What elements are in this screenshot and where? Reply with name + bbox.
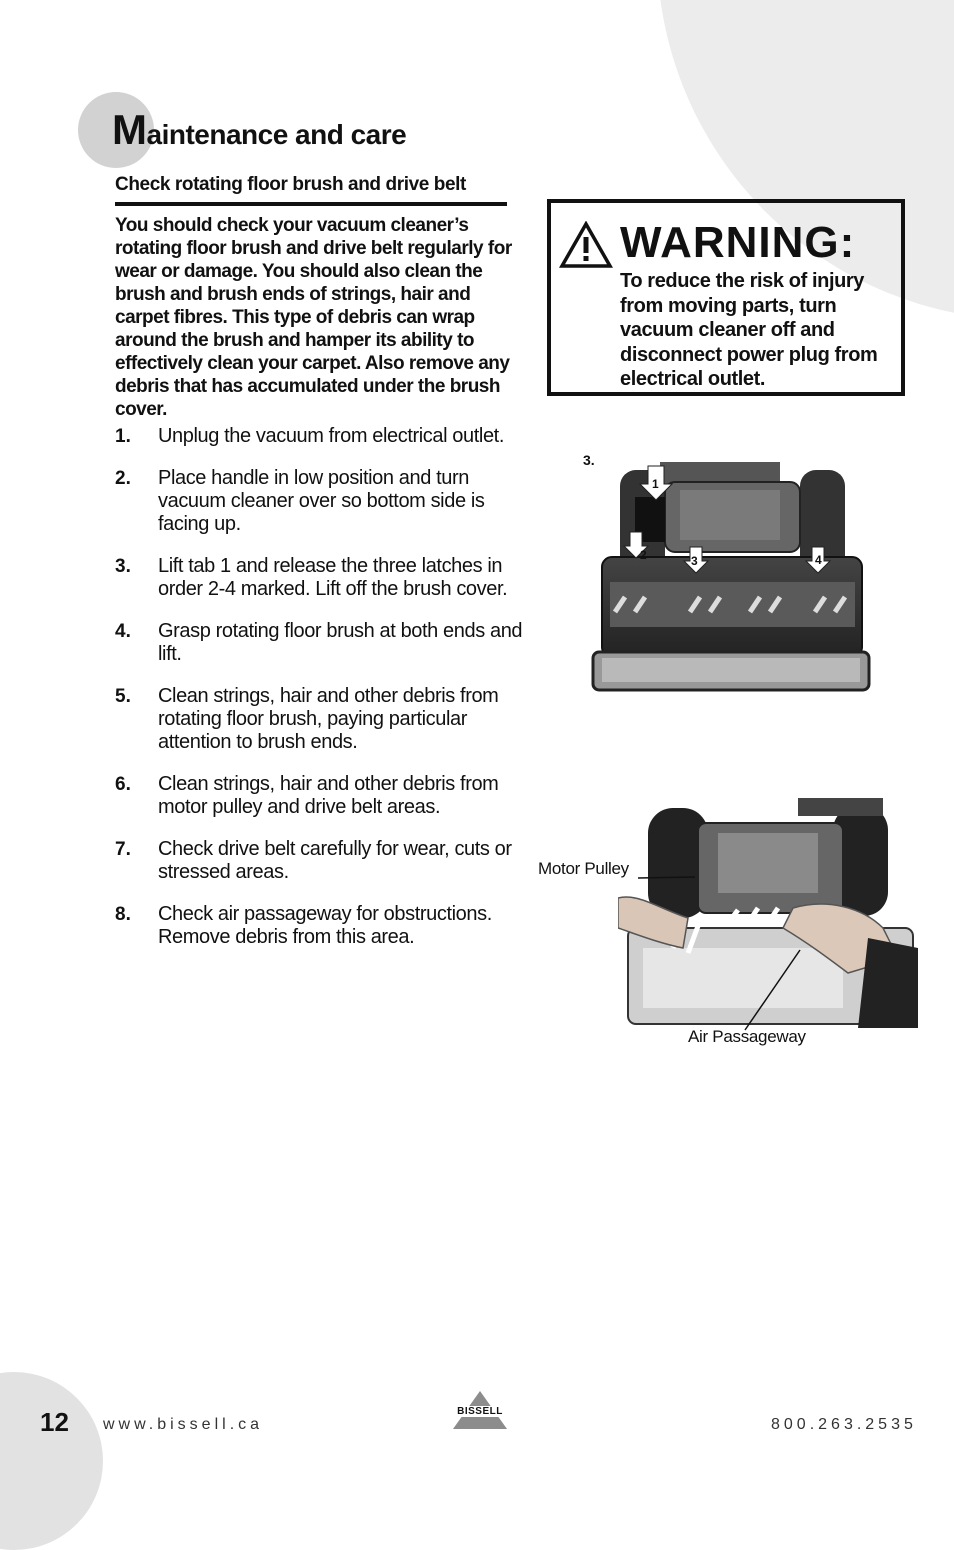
section-heading: Check rotating floor brush and drive belt (115, 174, 507, 206)
step-text: Check drive belt carefully for wear, cuts or stressed areas. (158, 838, 512, 883)
list-item (115, 773, 525, 819)
footer-url: www.bissell.ca (103, 1416, 264, 1433)
marker-2: 2 (640, 548, 647, 562)
step-number: 5. (115, 686, 131, 707)
air-passageway-callout: Air Passageway (688, 1027, 806, 1046)
warning-triangle-icon (559, 221, 613, 269)
step-text: Check air passageway for obstructions. Remove debris from this area. (158, 903, 492, 948)
list-item (115, 685, 525, 754)
motor-pulley-callout: Motor Pulley (538, 859, 629, 878)
step-number: 3. (115, 556, 131, 577)
marker-3: 3 (691, 554, 698, 568)
footer-circle (0, 1372, 103, 1550)
page-title (112, 106, 406, 154)
marker-1: 1 (652, 477, 659, 491)
page-number: 12 (40, 1407, 69, 1437)
step-number: 6. (115, 774, 131, 795)
step-text: Place handle in low position and turn vacuum cleaner over so bottom side is facing up. (158, 467, 485, 535)
step-number: 4. (115, 621, 131, 642)
marker-4: 4 (815, 553, 822, 567)
step-text: Clean strings, hair and other debris from motor pulley and drive belt areas. (158, 773, 499, 818)
title-initial: M (112, 106, 147, 153)
step-text: Lift tab 1 and release the three latches in order 2-4 marked. Lift off the brush cover. (158, 555, 508, 600)
step-text: Unplug the vacuum from electrical outlet. (158, 425, 504, 447)
list-item (115, 620, 525, 666)
warning-title: WARNING: (620, 218, 856, 267)
bissell-logo-text: BISSELL (452, 1406, 508, 1417)
warning-box (547, 199, 905, 396)
step-number: 8. (115, 904, 131, 925)
step-number: 2. (115, 468, 131, 489)
list-item (115, 903, 525, 949)
footer-phone: 800.263.2535 (771, 1416, 917, 1433)
warning-text: To reduce the risk of injury from moving parts, turn vacuum cleaner off and disconnect power plug from electrical outlet. (620, 270, 878, 390)
list-item (115, 555, 525, 601)
intro-paragraph: You should check your vacuum cleaner’s rotating floor brush and drive belt regularly for wear or damage. You should also clean the brush and brush ends of strings, hair and carpet fibres. This type of debris can wrap around the brush and hamper its ability to effectively clean your carpet. Also remove any debris that has accumulated under the brush cover. (115, 215, 512, 420)
step-text: Grasp rotating floor brush at both ends and lift. (158, 620, 523, 665)
step-number: 7. (115, 839, 131, 860)
title-rest: aintenance and care (146, 119, 407, 150)
step-number: 1. (115, 426, 131, 447)
figure-label: 3. (583, 452, 595, 468)
list-item (115, 838, 525, 884)
list-item (115, 467, 525, 536)
list-item (115, 425, 525, 448)
steps-list (115, 425, 525, 968)
step-text: Clean strings, hair and other debris from rotating floor brush, paying particular attention to brush ends. (158, 685, 499, 753)
brush-cover-photo (590, 462, 872, 692)
